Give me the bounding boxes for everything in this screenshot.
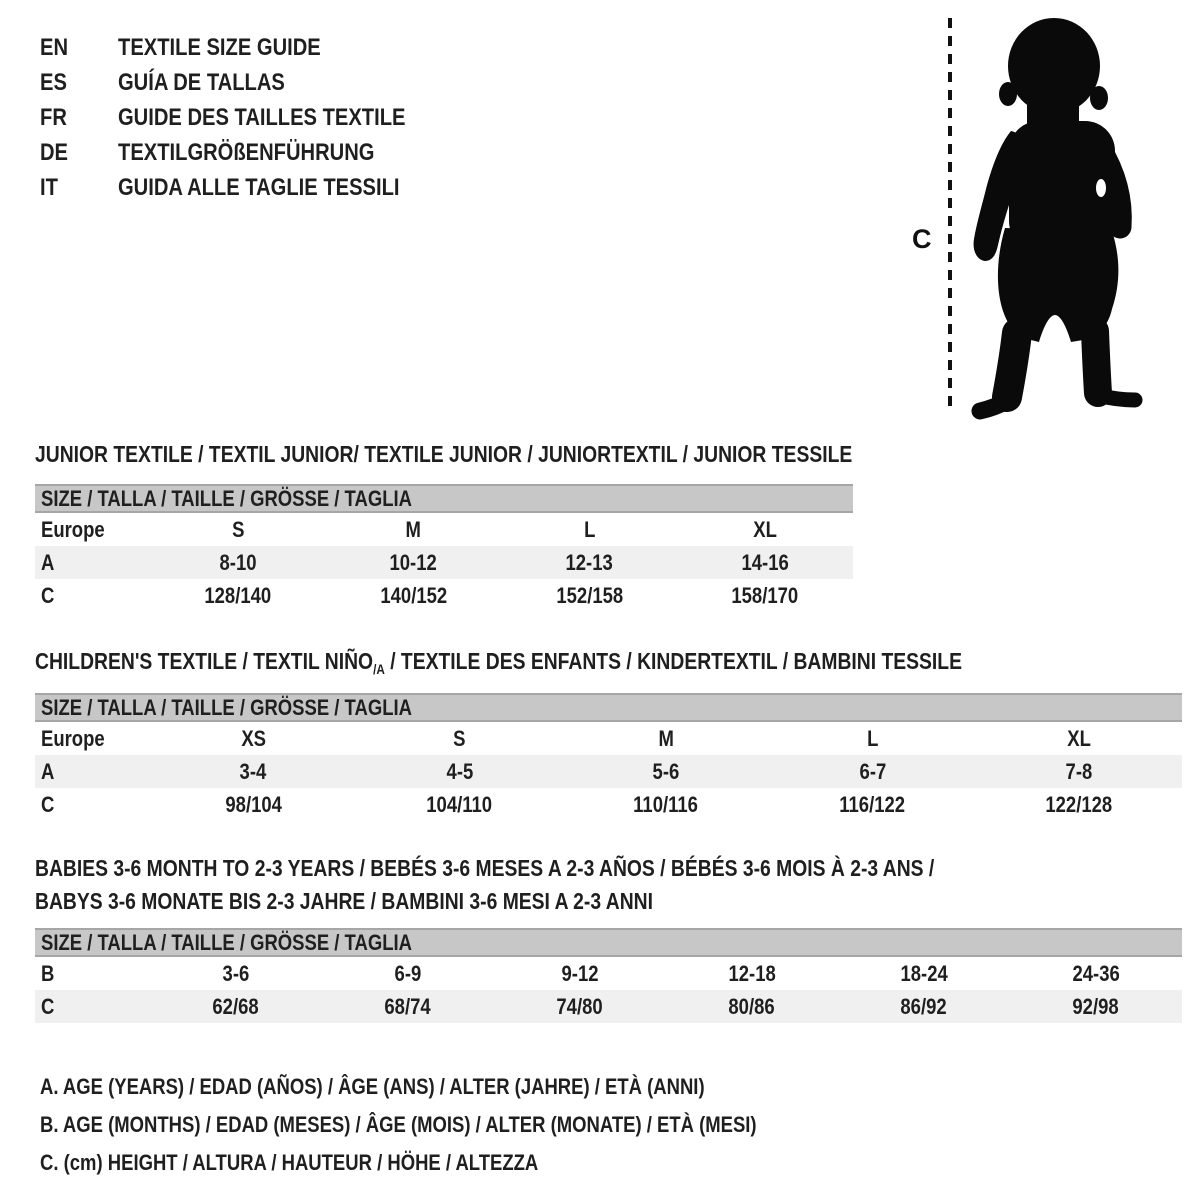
cell-value: 104/110 — [426, 791, 493, 817]
cell-value: 10-12 — [389, 549, 438, 575]
legend-line-a: A. AGE (YEARS) / EDAD (AÑOS) / ÂGE (ANS) / ALTER (JAHRE) / ETÀ (ANNI) — [40, 1074, 705, 1099]
cell-value: 6-9 — [394, 960, 422, 986]
cell-value: S — [453, 725, 466, 751]
cell-value: 68/74 — [384, 993, 432, 1019]
table-row-europe — [35, 722, 1182, 755]
row-label: C — [41, 993, 55, 1019]
table-row-age — [35, 755, 1182, 788]
row-label: A — [41, 758, 55, 784]
cell-value: M — [405, 516, 422, 542]
row-label: Europe — [41, 516, 105, 542]
language-row-fr — [40, 100, 460, 135]
cell-value: 8-10 — [219, 549, 257, 575]
cell-value: 86/92 — [900, 993, 948, 1019]
cell-value: 4-5 — [446, 758, 473, 784]
language-code: IT — [40, 173, 58, 201]
language-title-list — [40, 30, 460, 205]
cell-value: 110/116 — [633, 791, 699, 817]
row-label: C — [41, 582, 55, 608]
guide-title-en: TEXTILE SIZE GUIDE — [118, 33, 321, 61]
cell-value: 158/170 — [731, 582, 799, 608]
cell-value: 6-7 — [859, 758, 886, 784]
children-table-title: CHILDREN'S TEXTILE / TEXTIL $NIÑO_{/A}$ / TEXTILE DES ENFANTS / KINDERTEXTIL / BAMBINI TESSILE — [35, 648, 962, 677]
cell-value: 9-12 — [561, 960, 599, 986]
language-row-es — [40, 65, 460, 100]
row-label: C — [41, 791, 55, 817]
cell-value: 12-13 — [565, 549, 614, 575]
cell-value: 92/98 — [1072, 993, 1120, 1019]
cell-value: XL — [753, 516, 777, 542]
legend-line-b: B. AGE (MONTHS) / EDAD (MESES) / ÂGE (MOIS) / ALTER (MONATE) / ETÀ (MESI) — [40, 1112, 757, 1137]
cell-value: 3-4 — [239, 758, 267, 784]
cell-value: L — [866, 725, 879, 751]
height-measure-label: C — [912, 224, 932, 254]
cell-value: 98/104 — [224, 791, 282, 817]
nino-a-subscript: /A — [373, 661, 385, 677]
measure-legend — [40, 1068, 893, 1182]
language-code: FR — [40, 103, 67, 131]
cell-value: M — [658, 725, 674, 751]
row-label: A — [41, 549, 55, 575]
guide-title-fr: GUIDE DES TAILLES TEXTILE — [118, 103, 406, 131]
baby-silhouette-image — [974, 18, 1135, 411]
guide-title-it: GUIDA ALLE TAGLIE TESSILI — [118, 173, 400, 201]
table-row-age — [35, 546, 853, 579]
children-size-header-band: SIZE / TALLA / TAILLE / GRÖSSE / TAGLIA — [35, 693, 1182, 722]
language-row-en — [40, 30, 460, 65]
row-label: B — [41, 960, 55, 986]
baby-silhouette-figure — [898, 8, 1168, 420]
table-row-height — [35, 990, 1182, 1023]
table-row-months — [35, 957, 1182, 990]
legend-line-c: C. (cm) HEIGHT / ALTURA / HAUTEUR / HÖHE / ALTEZZA — [40, 1150, 539, 1175]
table-row-height — [35, 579, 853, 612]
cell-value: 24-36 — [1072, 960, 1120, 986]
language-row-it — [40, 170, 460, 205]
cell-value: 62/68 — [212, 993, 260, 1019]
cell-value: 128/140 — [204, 582, 272, 608]
guide-title-es: GUÍA DE TALLAS — [118, 68, 285, 96]
language-code: EN — [40, 33, 69, 61]
cell-value: 7-8 — [1065, 758, 1093, 784]
cell-value: 116/122 — [839, 791, 906, 817]
junior-size-header-band: SIZE / TALLA / TAILLE / GRÖSSE / TAGLIA — [35, 484, 853, 513]
cell-value: 140/152 — [380, 582, 448, 608]
guide-title-de: TEXTILGRÖßENFÜHRUNG — [118, 138, 375, 166]
cell-value: 74/80 — [556, 993, 604, 1019]
children-table-section — [35, 645, 1182, 821]
cell-value: XL — [1067, 725, 1091, 751]
cell-value: 80/86 — [728, 993, 776, 1019]
babies-table-title: BABIES 3-6 MONTH TO 2-3 YEARS / BEBÉS 3-6 MESES A 2-3 AÑOS / BÉBÉS 3-6 MOIS À 2-3 ANS / BABYS 3-6 MONATE BIS 2-3 JAHRE / BAMBINI 3-6 MESI A 2-3 ANNI — [35, 855, 935, 914]
cell-value: 12-18 — [728, 960, 776, 986]
cell-value: 3-6 — [222, 960, 250, 986]
cell-value: 5-6 — [652, 758, 680, 784]
cell-value: S — [231, 516, 245, 542]
cell-value: 14-16 — [741, 549, 789, 575]
cell-value: 122/128 — [1045, 791, 1113, 817]
language-code: DE — [40, 138, 69, 166]
cell-value: L — [583, 516, 596, 542]
cell-value: 152/158 — [555, 582, 623, 608]
language-code: ES — [40, 68, 67, 96]
table-row-europe — [35, 513, 853, 546]
cell-value: 18-24 — [900, 960, 948, 986]
babies-size-header-band: SIZE / TALLA / TAILLE / GRÖSSE / TAGLIA — [35, 928, 1182, 957]
table-row-height — [35, 788, 1182, 821]
babies-table-section — [35, 852, 1182, 1023]
language-row-de — [40, 135, 460, 170]
junior-table-title: JUNIOR TEXTILE / TEXTIL JUNIOR/ TEXTILE JUNIOR / JUNIORTEXTIL / JUNIOR TESSILE — [35, 441, 853, 467]
row-label: Europe — [41, 725, 105, 751]
junior-table-section — [35, 438, 853, 612]
cell-value: XS — [240, 725, 266, 751]
